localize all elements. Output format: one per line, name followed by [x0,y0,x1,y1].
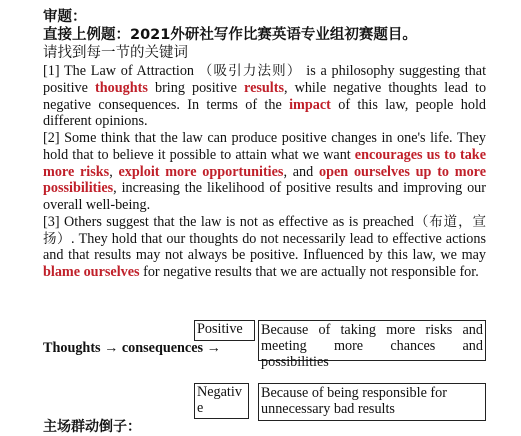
negative-label-cell: Negativ e [194,383,249,419]
positive-text-cell: Because of taking more risks and meeting more chances and possibilities [258,320,486,361]
keyword-exploit-opportunities: exploit more opportunities [118,163,284,180]
header-subtitle: 直接上例题：2021外研社写作比赛英语专业组初赛题目。 [43,27,417,43]
footer-cut-heading: 主场群动倒子： [43,419,141,435]
header-instruction: 请找到每一节的关键词 [43,45,188,61]
table-row-label: Thoughts → consequences → [43,340,221,356]
passage [43,63,486,281]
keyword-take-risks: encourages us to take more risks [43,146,486,180]
keyword-results: results [244,79,284,96]
paragraph-1: [1] The Law of Attraction （吸引力法则） is a philosophy suggesting that positive thoughts bring positive results, while negative thoughts lead to negative consequences. In terms of the impact of this law, people hold different opinions. [43,63,487,130]
header-title: 审题： [43,9,87,25]
keyword-blame-ourselves: blame ourselves [43,264,140,280]
paragraph-3: [3] Others suggest that the law is not as effective as is preached（布道，宣扬）. They hold that our thoughts do not necessarily lead to effective actions and that results may not always be positive. Influenced by this law, we may blame ourselves for negative results that we are actually not responsible for. [43,213,486,280]
positive-label-cell: Positive [194,320,255,341]
negative-text-cell: Because of being responsible for unnecessary bad results [258,383,486,421]
keyword-thoughts: thoughts [95,79,148,96]
keyword-open-possibilities: open ourselves up to more possibilities [43,163,487,197]
paragraph-2: [2] Some think that the law can produce positive changes in one's life. They hold that to believe it possible to attain what we want encourages us to take more risks, exploit more opportunities, and open ourselves up to more possibilities, increasing the likelihood of positive results and improving our overall well-being. [43,130,487,213]
keyword-impact: impact [289,96,331,113]
